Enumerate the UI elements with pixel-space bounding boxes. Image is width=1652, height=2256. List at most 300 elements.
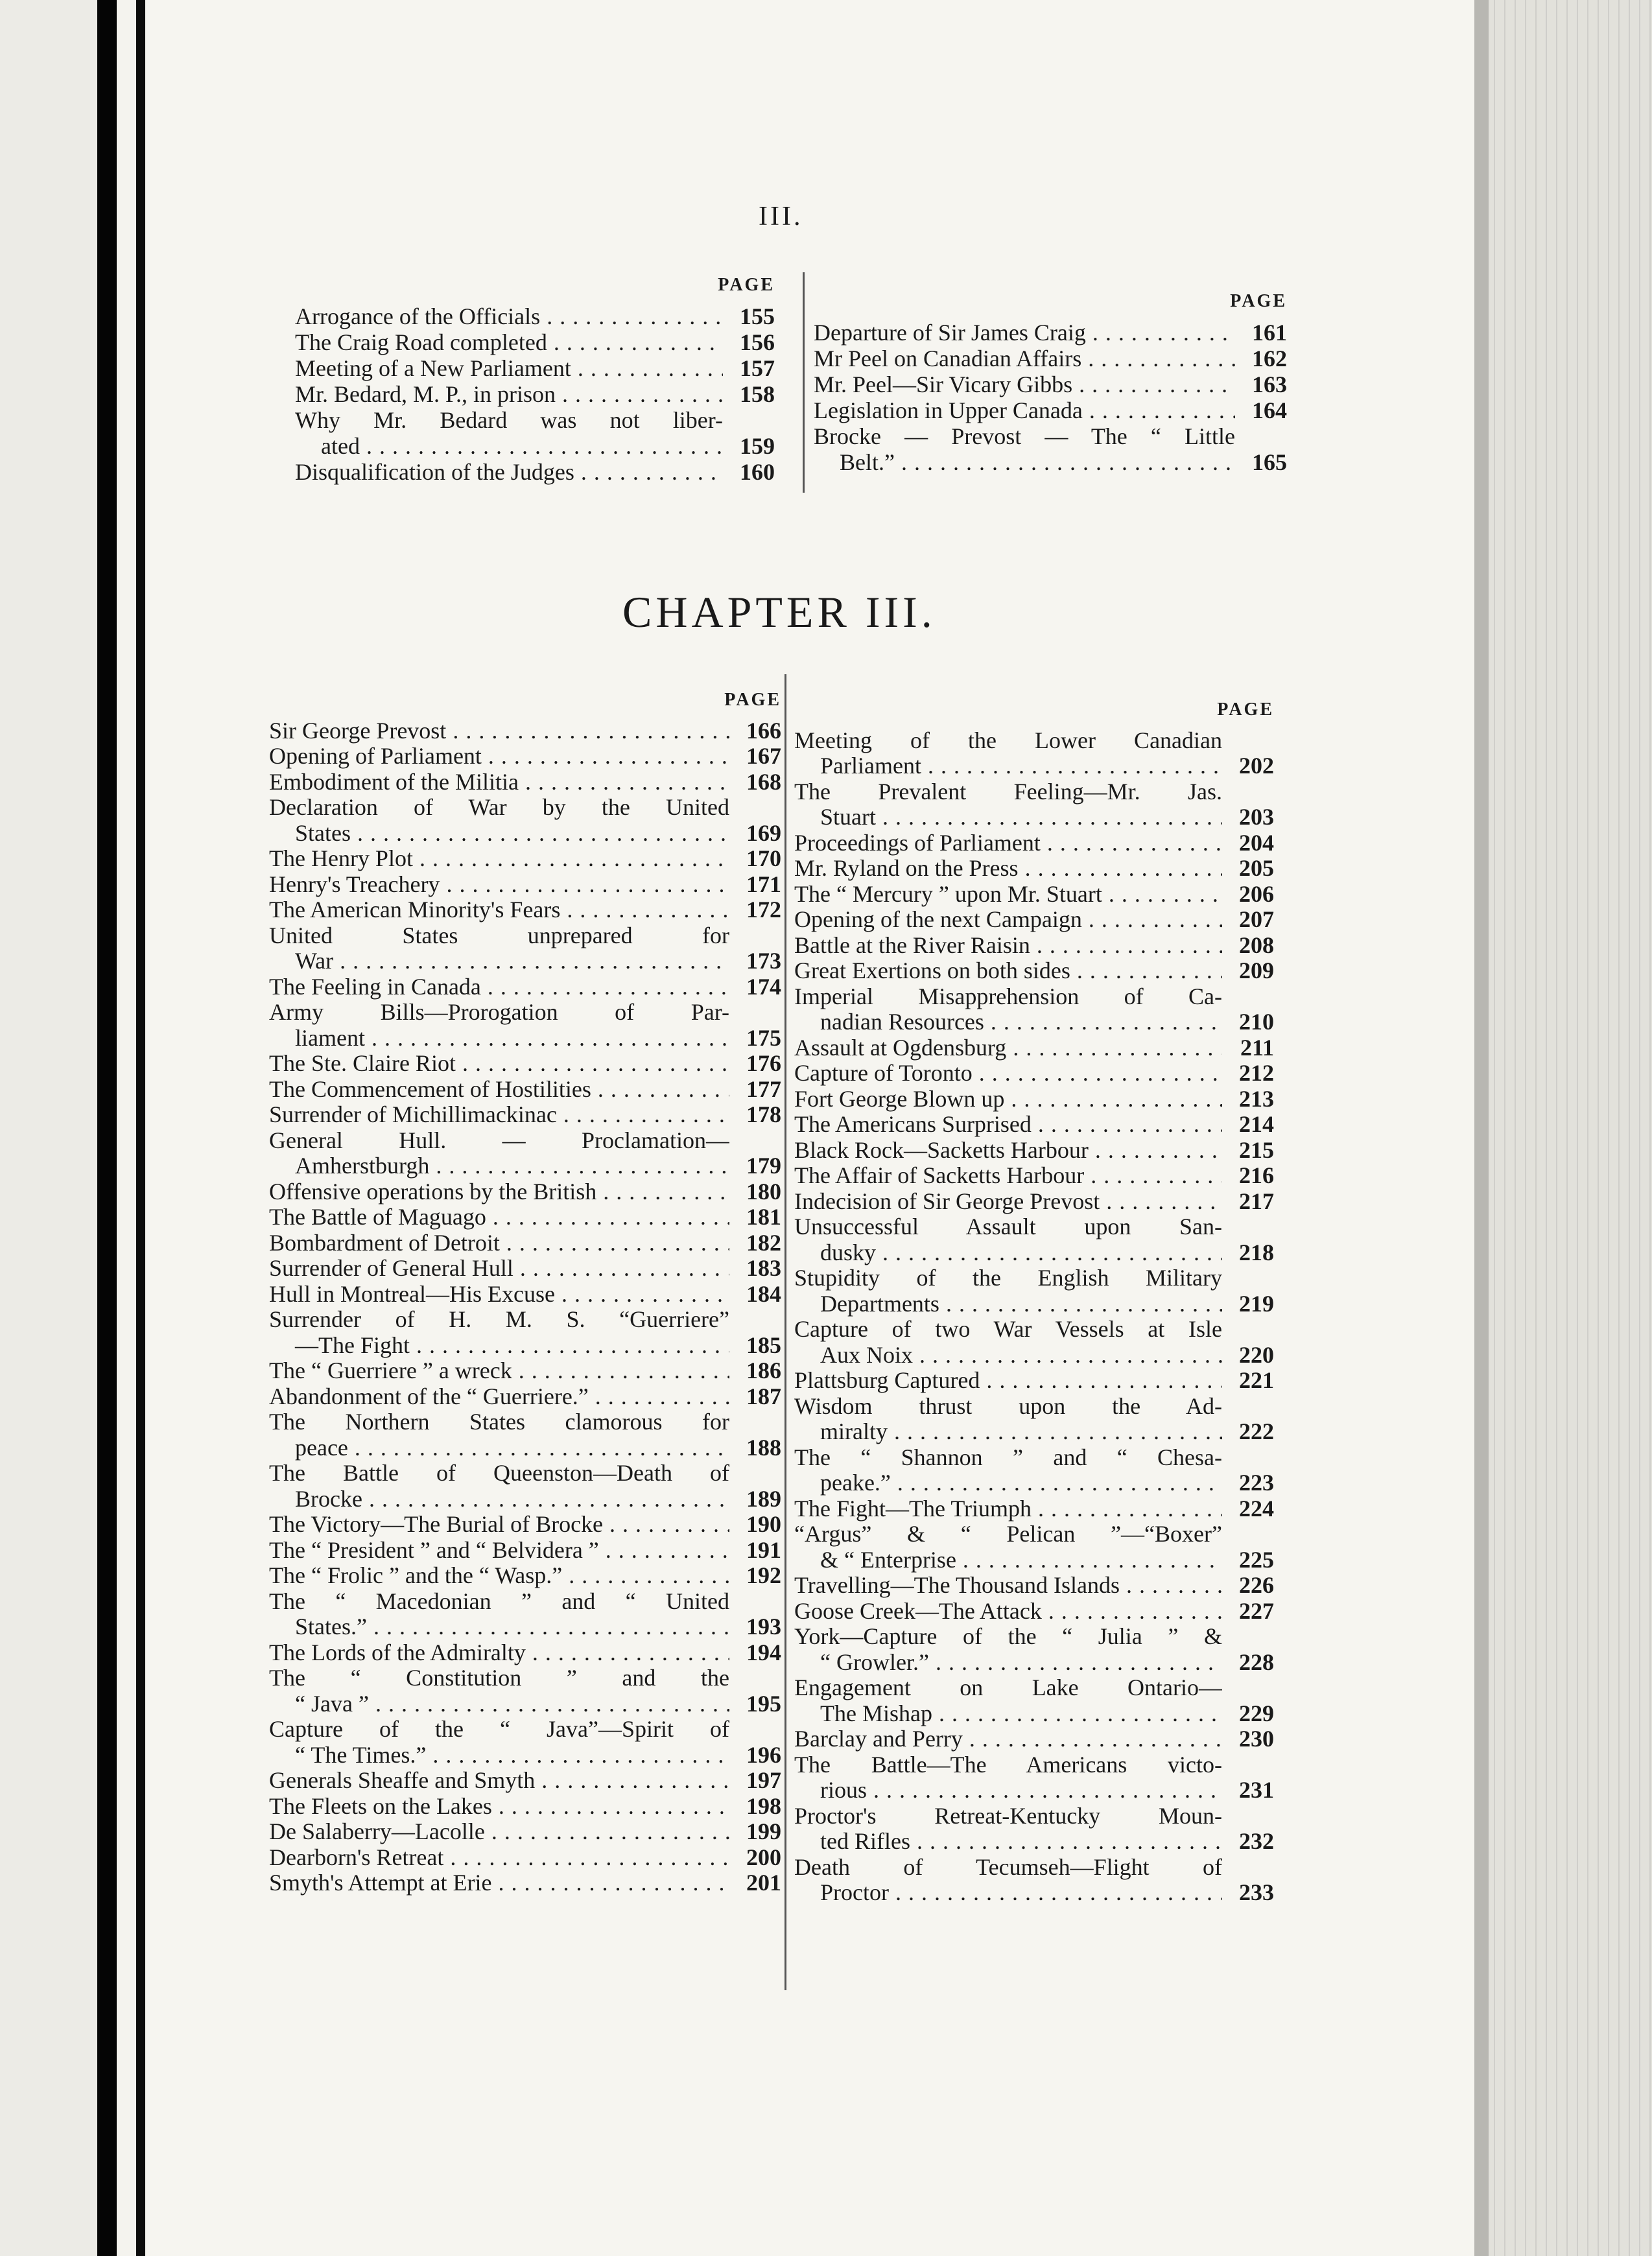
toc-entry-title <box>794 984 1222 1035</box>
toc-entry <box>794 1804 1274 1855</box>
toc-entry-title: The Lords of the Admiralty . . . <box>269 1640 729 1666</box>
toc-entry-title <box>794 728 1222 779</box>
toc-entry-title: Great Exertions on both sides . . . <box>794 958 1222 984</box>
toc-entry-page-number: 220 <box>1239 1341 1274 1368</box>
toc-entry-title: Mr. Bedard, M. P., in prison . . . <box>295 381 723 407</box>
toc-entry-title-line: Why Mr. Bedard was not liber- <box>295 407 723 433</box>
toc-entry-title: Barclay and Perry . . . <box>794 1726 1222 1752</box>
toc-entry-title: The Craig Road completed . . . <box>295 329 723 355</box>
toc-entry-title <box>269 1000 729 1051</box>
toc-entry <box>814 346 1287 371</box>
toc-entry-title: Opening of Parliament . . . <box>269 744 729 770</box>
toc-entry-page-number: 169 <box>746 819 781 846</box>
toc-entry-title-continuation: “ Growler.” . . . <box>794 1650 1222 1676</box>
toc-entry-title-line: The “ Constitution ” and the <box>269 1665 729 1691</box>
toc-entry <box>794 1112 1274 1138</box>
toc-entry-page-number: 167 <box>746 743 781 769</box>
toc-entry-page-number: 208 <box>1239 932 1274 958</box>
toc-entry <box>794 1522 1274 1573</box>
toc-entry-title-continuation: miralty . . . <box>794 1419 1222 1445</box>
toc-entry-title: Fort George Blown up . . . <box>794 1087 1222 1112</box>
toc-entry-page-number: 203 <box>1239 804 1274 830</box>
toc-entry-title: Opening of the next Campaign . . . <box>794 907 1222 933</box>
toc-entry-title: Mr. Ryland on the Press . . . <box>794 856 1222 882</box>
toc-entry-title <box>269 1717 729 1768</box>
toc-entry-title-continuation: liament . . . <box>269 1026 729 1052</box>
toc-entry-page-number: 218 <box>1239 1239 1274 1265</box>
toc-entry-page-number: 172 <box>746 897 781 922</box>
toc-entry <box>269 1819 781 1845</box>
toc-entry <box>794 1573 1274 1599</box>
toc-entry-title <box>794 779 1222 830</box>
toc-entry-page-number: 189 <box>746 1485 781 1512</box>
toc-entry <box>295 407 775 459</box>
toc-entry-title-continuation: Parliament . . . <box>794 753 1222 779</box>
toc-entry-page-number: 176 <box>746 1050 781 1076</box>
toc-entry <box>269 1000 781 1051</box>
toc-entry-page-number: 158 <box>740 381 775 407</box>
toc-entry <box>269 1256 781 1282</box>
column-divider <box>785 674 786 1990</box>
toc-entry-title <box>794 1752 1222 1804</box>
toc-entry <box>269 1640 781 1666</box>
toc-entry-page-number: 227 <box>1239 1597 1274 1624</box>
toc-entry <box>794 958 1274 984</box>
toc-entry-title: The Feeling in Canada . . . <box>269 974 729 1000</box>
toc-entry-page-number: 159 <box>740 433 775 459</box>
toc-entry-title-continuation: States.” . . . <box>269 1614 729 1640</box>
toc-entry-title <box>794 1394 1222 1445</box>
toc-entry <box>814 397 1287 423</box>
toc-entry-title <box>269 1307 729 1358</box>
toc-entry-page-number: 180 <box>746 1178 781 1204</box>
toc-entry <box>269 1077 781 1103</box>
toc-entry-page-number: 184 <box>746 1280 781 1307</box>
toc-entry-page-number: 207 <box>1239 906 1274 932</box>
toc-entry <box>794 830 1274 856</box>
toc-entry <box>269 846 781 872</box>
toc-column-top-right <box>814 288 1287 475</box>
toc-entry-title-line: Surrender of H. M. S. “Guerriere” <box>269 1307 729 1332</box>
toc-entry <box>794 1035 1274 1061</box>
toc-entry-title-line: Army Bills—Prorogation of Par- <box>269 1000 729 1025</box>
toc-entry <box>269 770 781 795</box>
toc-entry-page-number: 187 <box>746 1383 781 1409</box>
toc-entry <box>794 882 1274 908</box>
toc-entry-title-line: Capture of the “ Java”—Spirit of <box>269 1717 729 1742</box>
toc-entry-title-continuation: dusky . . . <box>794 1240 1222 1266</box>
toc-entry-page-number: 223 <box>1239 1470 1274 1496</box>
toc-entry <box>794 1675 1274 1726</box>
page-edge-line <box>136 0 145 2256</box>
toc-entry-page-number: 222 <box>1239 1418 1274 1444</box>
toc-entry-page-number: 165 <box>1252 449 1287 475</box>
toc-entry-title: Proceedings of Parliament . . . <box>794 830 1222 856</box>
toc-column-chapter-left <box>269 687 781 1896</box>
page-column-header: PAGE <box>724 690 781 710</box>
toc-entry-title-line: The Battle—The Americans victo- <box>794 1752 1222 1778</box>
toc-entry-title-continuation: The Mishap . . . <box>794 1701 1222 1727</box>
toc-entry-page-number: 197 <box>746 1767 781 1793</box>
toc-entry-page-number: 230 <box>1239 1726 1274 1752</box>
toc-entry-page-number: 161 <box>1252 320 1287 346</box>
toc-entry-title: Battle at the River Raisin . . . <box>794 933 1222 959</box>
toc-entry-page-number: 188 <box>746 1434 781 1461</box>
toc-entry-page-number: 198 <box>746 1792 781 1819</box>
toc-entry-title: Indecision of Sir George Prevost . . . <box>794 1189 1222 1215</box>
toc-entry-title: Surrender of Michillimackinac . . . <box>269 1102 729 1128</box>
toc-entry-title: Sir George Prevost . . . <box>269 718 729 744</box>
toc-entry-title: Departure of Sir James Craig . . . <box>814 320 1235 346</box>
toc-entry-title <box>269 1461 729 1512</box>
toc-entry-page-number: 173 <box>746 948 781 974</box>
toc-entry <box>794 1061 1274 1087</box>
toc-entry-title: Assault at Ogdensburg . . . <box>794 1035 1222 1061</box>
toc-entry-title <box>814 423 1235 475</box>
toc-entry-page-number: 202 <box>1239 753 1274 779</box>
column-divider <box>803 272 805 493</box>
toc-entry <box>794 1496 1274 1522</box>
toc-entry-title-line: Meeting of the Lower Canadian <box>794 727 1222 753</box>
toc-entry <box>269 1204 781 1230</box>
toc-entry <box>269 1870 781 1896</box>
toc-entry-page-number: 166 <box>746 717 781 744</box>
toc-entry-title: Dearborn's Retreat . . . <box>269 1845 729 1871</box>
toc-entry-title: The “ President ” and “ Belvidera ” . . . <box>269 1538 729 1564</box>
toc-entry-page-number: 162 <box>1252 346 1287 371</box>
toc-entry-page-number: 179 <box>746 1153 781 1179</box>
toc-entry-page-number: 229 <box>1239 1700 1274 1726</box>
toc-entry-page-number: 195 <box>746 1690 781 1717</box>
toc-entry <box>794 1855 1274 1906</box>
toc-entry-title <box>794 1624 1222 1675</box>
toc-entry-page-number: 164 <box>1252 397 1287 423</box>
toc-entry-title: Travelling—The Thousand Islands . . . <box>794 1573 1222 1599</box>
toc-entry-page-number: 190 <box>746 1511 781 1537</box>
toc-entry-page-number: 233 <box>1239 1879 1274 1905</box>
toc-entry-page-number: 183 <box>746 1255 781 1281</box>
toc-entry-title-line: Imperial Misapprehension of Ca- <box>794 983 1222 1009</box>
toc-entry <box>269 1179 781 1205</box>
toc-entry-title-line: The Northern States clamorous for <box>269 1409 729 1435</box>
toc-entry-page-number: 201 <box>746 1870 781 1896</box>
binding-gutter <box>97 0 117 2256</box>
toc-entry-page-number: 170 <box>746 845 781 871</box>
toc-entry <box>269 1051 781 1077</box>
toc-entry-title: The “ Guerriere ” a wreck . . . <box>269 1358 729 1384</box>
toc-column-top-left <box>295 272 775 485</box>
toc-entry <box>794 933 1274 959</box>
toc-entry-title-line: Unsuccessful Assault upon San- <box>794 1214 1222 1240</box>
toc-entry-page-number: 185 <box>746 1332 781 1358</box>
toc-entry <box>269 795 781 846</box>
toc-entry-title-line: Engagement on Lake Ontario— <box>794 1675 1222 1700</box>
stacked-page-edges <box>1474 0 1652 2256</box>
toc-entry <box>794 856 1274 882</box>
toc-entry-page-number: 193 <box>746 1614 781 1639</box>
toc-entry-title <box>794 1855 1222 1906</box>
toc-entry <box>794 907 1274 933</box>
toc-entry <box>269 1128 781 1179</box>
toc-entry <box>295 459 775 485</box>
toc-entry <box>269 1794 781 1820</box>
toc-entry <box>269 1384 781 1410</box>
toc-entry-page-number: 171 <box>746 871 781 897</box>
toc-entry-page-number: 168 <box>746 768 781 795</box>
toc-entry-title: Offensive operations by the British . . . <box>269 1179 729 1205</box>
toc-entry <box>295 303 775 329</box>
toc-entry <box>794 1445 1274 1496</box>
toc-entry-page-number: 225 <box>1239 1546 1274 1573</box>
toc-entry-title: The Fleets on the Lakes . . . <box>269 1794 729 1820</box>
toc-entry <box>269 1358 781 1384</box>
toc-entry-title <box>269 1665 729 1717</box>
page-column-header: PAGE <box>1230 291 1287 311</box>
toc-entry-title-line: Brocke — Prevost — The “ Little <box>814 423 1235 449</box>
toc-entry-title-continuation: Amherstburgh . . . <box>269 1153 729 1179</box>
toc-entry-title <box>794 1675 1222 1726</box>
toc-entry <box>269 1717 781 1768</box>
toc-entry-page-number: 209 <box>1239 958 1274 983</box>
toc-entry <box>794 1163 1274 1189</box>
toc-entry-page-number: 178 <box>746 1101 781 1127</box>
toc-entry <box>794 984 1274 1035</box>
toc-entry-title-continuation: States . . . <box>269 821 729 847</box>
adjacent-page-edge <box>0 0 97 2256</box>
toc-entry <box>269 1102 781 1128</box>
toc-entry-page-number: 182 <box>746 1229 781 1256</box>
toc-entry-title-line: General Hull. — Proclamation— <box>269 1127 729 1153</box>
toc-entry <box>794 1214 1274 1265</box>
toc-entry <box>794 1599 1274 1625</box>
toc-entry-page-number: 191 <box>746 1536 781 1563</box>
toc-entry-title <box>794 1265 1222 1317</box>
toc-entry-title <box>794 1317 1222 1368</box>
toc-entry <box>269 1409 781 1461</box>
toc-entry <box>269 1282 781 1308</box>
toc-entry-title-continuation: Belt.” . . . <box>814 449 1235 475</box>
toc-entry <box>794 1624 1274 1675</box>
toc-entry <box>295 355 775 381</box>
toc-entry-title-continuation: Brocke . . . <box>269 1486 729 1512</box>
toc-entry <box>814 371 1287 397</box>
toc-entry-title <box>794 1214 1222 1265</box>
toc-entry <box>269 1845 781 1871</box>
toc-entry-page-number: 186 <box>746 1357 781 1383</box>
page-column-header: PAGE <box>1217 699 1274 720</box>
toc-entry-title: The Fight—The Triumph . . . <box>794 1496 1222 1522</box>
toc-entry-title: Legislation in Upper Canada . . . <box>814 397 1235 423</box>
toc-entry-title-line: The “ Macedonian ” and “ United <box>269 1588 729 1614</box>
toc-entry <box>814 423 1287 475</box>
toc-entry-page-number: 181 <box>746 1204 781 1230</box>
toc-entry <box>269 1307 781 1358</box>
toc-entry <box>269 923 781 974</box>
toc-entry-page-number: 160 <box>740 459 775 485</box>
toc-entry-title-continuation: ted Rifles . . . <box>794 1829 1222 1855</box>
toc-entry-page-number: 199 <box>746 1818 781 1844</box>
toc-entry-page-number: 231 <box>1239 1777 1274 1803</box>
toc-entry-title: The Victory—The Burial of Brocke . . . <box>269 1512 729 1538</box>
toc-entry <box>269 1768 781 1794</box>
toc-entry <box>269 1230 781 1256</box>
toc-entry <box>295 329 775 355</box>
toc-entry-title-line: York—Capture of the “ Julia ” & <box>794 1624 1222 1649</box>
toc-entry <box>295 381 775 407</box>
toc-entry-page-number: 211 <box>1240 1034 1274 1061</box>
toc-entry-title-continuation: Aux Noix . . . <box>794 1343 1222 1369</box>
toc-entry-title-continuation: “ The Times.” . . . <box>269 1743 729 1768</box>
toc-entry-title <box>794 1445 1222 1496</box>
toc-entry-title <box>269 1589 729 1640</box>
toc-entry-page-number: 216 <box>1239 1162 1274 1188</box>
page-folio: III. <box>759 202 803 231</box>
toc-entry-title-continuation: War . . . <box>269 948 729 974</box>
toc-entry-title-continuation: peace . . . <box>269 1435 729 1461</box>
toc-entry-title <box>794 1522 1222 1573</box>
toc-entry-title: Disqualification of the Judges . . . <box>295 459 723 485</box>
page-edge-shadow <box>1474 0 1489 2256</box>
toc-entry <box>794 1317 1274 1368</box>
toc-entry-title: Arrogance of the Officials . . . <box>295 303 723 329</box>
toc-entry-title: The Americans Surprised . . . <box>794 1112 1222 1138</box>
toc-entry-page-number: 226 <box>1239 1572 1274 1598</box>
toc-entry-page-number: 155 <box>740 303 775 329</box>
toc-entry-page-number: 200 <box>746 1844 781 1870</box>
toc-entry <box>269 1589 781 1640</box>
toc-entry <box>794 1726 1274 1752</box>
toc-entry-page-number: 204 <box>1239 829 1274 856</box>
toc-entry-title <box>295 407 723 459</box>
toc-entry-title: Embodiment of the Militia . . . <box>269 770 729 795</box>
toc-entry-title: The Affair of Sacketts Harbour . . . <box>794 1163 1222 1189</box>
page-column-header: PAGE <box>718 275 775 295</box>
toc-entry-title: The Henry Plot . . . <box>269 846 729 872</box>
toc-entry <box>269 1512 781 1538</box>
toc-entry-page-number: 228 <box>1239 1649 1274 1675</box>
toc-entry-page-number: 192 <box>746 1562 781 1588</box>
toc-entry-title: Black Rock—Sacketts Harbour . . . <box>794 1138 1222 1164</box>
toc-entry-title: Mr Peel on Canadian Affairs . . . <box>814 346 1235 371</box>
toc-entry <box>269 718 781 744</box>
toc-entry-page-number: 213 <box>1239 1085 1274 1112</box>
toc-entry <box>814 320 1287 346</box>
toc-entry-page-number: 212 <box>1239 1060 1274 1086</box>
toc-entry-title-line: Stupidity of the English Military <box>794 1265 1222 1291</box>
toc-entry-page-number: 215 <box>1239 1136 1274 1163</box>
toc-entry-page-number: 210 <box>1239 1009 1274 1035</box>
toc-entry-title: The “ Mercury ” upon Mr. Stuart . . . <box>794 882 1222 908</box>
toc-entry-title: Smyth's Attempt at Erie . . . <box>269 1870 729 1896</box>
toc-entry-title-continuation: Proctor . . . <box>794 1880 1222 1906</box>
toc-entry-page-number: 214 <box>1239 1111 1274 1137</box>
toc-entry-title: Hull in Montreal—His Excuse . . . <box>269 1282 729 1308</box>
toc-entry <box>269 872 781 898</box>
toc-entry-page-number: 205 <box>1239 855 1274 881</box>
toc-entry-title-continuation: nadian Resources . . . <box>794 1009 1222 1035</box>
toc-entry-title-line: Wisdom thrust upon the Ad- <box>794 1393 1222 1419</box>
toc-entry <box>794 1087 1274 1112</box>
toc-entry-title: Generals Sheaffe and Smyth . . . <box>269 1768 729 1794</box>
toc-entry <box>269 897 781 923</box>
toc-entry-title-continuation: rious . . . <box>794 1778 1222 1804</box>
toc-entry-title: Mr. Peel—Sir Vicary Gibbs . . . <box>814 371 1235 397</box>
toc-entry-title: Meeting of a New Parliament . . . <box>295 355 723 381</box>
toc-entry-page-number: 206 <box>1239 880 1274 907</box>
toc-entry-title-continuation: Departments . . . <box>794 1291 1222 1317</box>
toc-entry-page-number: 174 <box>746 973 781 1000</box>
toc-entry-page-number: 177 <box>746 1075 781 1102</box>
toc-entry-title: The Battle of Maguago . . . <box>269 1204 729 1230</box>
toc-entry-page-number: 221 <box>1239 1367 1274 1393</box>
toc-entry-title-line: Capture of two War Vessels at Isle <box>794 1317 1222 1342</box>
toc-entry-page-number: 232 <box>1239 1828 1274 1854</box>
toc-entry-title-continuation: ated . . . <box>295 433 723 459</box>
toc-entry-title <box>269 1128 729 1179</box>
toc-entry-title: Abandonment of the “ Guerriere.” . . . <box>269 1384 729 1410</box>
toc-entry-title-line: Declaration of War by the United <box>269 795 729 820</box>
toc-entry <box>794 779 1274 830</box>
toc-entry-title <box>794 1804 1222 1855</box>
toc-entry <box>794 1265 1274 1317</box>
toc-entry-title: Plattsburg Captured . . . <box>794 1368 1222 1394</box>
toc-entry <box>794 1394 1274 1445</box>
toc-entry <box>269 1665 781 1717</box>
toc-entry-title: Bombardment of Detroit . . . <box>269 1230 729 1256</box>
toc-entry-title: The Ste. Claire Riot . . . <box>269 1051 729 1077</box>
toc-entry-title-continuation: peake.” . . . <box>794 1470 1222 1496</box>
chapter-heading: CHAPTER III. <box>622 587 936 637</box>
toc-entry <box>269 1538 781 1564</box>
toc-entry-title-line: Death of Tecumseh—Flight of <box>794 1854 1222 1880</box>
toc-entry-title-line: Proctor's Retreat-Kentucky Moun- <box>794 1803 1222 1829</box>
toc-entry-title-continuation: Stuart . . . <box>794 805 1222 830</box>
toc-entry-title <box>269 923 729 974</box>
toc-entry <box>269 1461 781 1512</box>
toc-entry <box>794 728 1274 779</box>
toc-entry-page-number: 157 <box>740 355 775 381</box>
toc-entry-page-number: 217 <box>1239 1188 1274 1214</box>
toc-entry-title-line: The Battle of Queenston—Death of <box>269 1461 729 1486</box>
toc-entry-title: De Salaberry—Lacolle . . . <box>269 1819 729 1845</box>
toc-entry <box>794 1752 1274 1804</box>
toc-entry <box>794 1138 1274 1164</box>
toc-entry-title-continuation: & “ Enterprise . . . <box>794 1547 1222 1573</box>
toc-entry-title-line: “Argus” & “ Pelican ”—“Boxer” <box>794 1522 1222 1547</box>
toc-entry-title: The American Minority's Fears . . . <box>269 897 729 923</box>
toc-entry-title: Henry's Treachery . . . <box>269 872 729 898</box>
toc-entry <box>794 1368 1274 1394</box>
toc-entry-page-number: 175 <box>746 1024 781 1051</box>
toc-entry <box>269 974 781 1000</box>
toc-entry-title-line: The “ Shannon ” and “ Chesa- <box>794 1444 1222 1470</box>
toc-entry-page-number: 163 <box>1252 371 1287 397</box>
toc-entry-title: Surrender of General Hull . . . <box>269 1256 729 1282</box>
toc-entry-page-number: 224 <box>1239 1495 1274 1522</box>
toc-entry <box>269 744 781 770</box>
toc-column-chapter-right <box>794 697 1274 1906</box>
toc-entry-title <box>269 1409 729 1461</box>
toc-entry-page-number: 194 <box>746 1639 781 1665</box>
toc-entry <box>269 1563 781 1589</box>
toc-entry-page-number: 219 <box>1239 1290 1274 1317</box>
toc-entry-title-line: United States unprepared for <box>269 922 729 948</box>
toc-entry-title: The “ Frolic ” and the “ Wasp.” . . . <box>269 1563 729 1589</box>
toc-entry-title-continuation: —The Fight . . . <box>269 1333 729 1359</box>
toc-entry <box>794 1189 1274 1215</box>
toc-entry-title: The Commencement of Hostilities . . . <box>269 1077 729 1103</box>
toc-entry-page-number: 156 <box>740 329 775 355</box>
